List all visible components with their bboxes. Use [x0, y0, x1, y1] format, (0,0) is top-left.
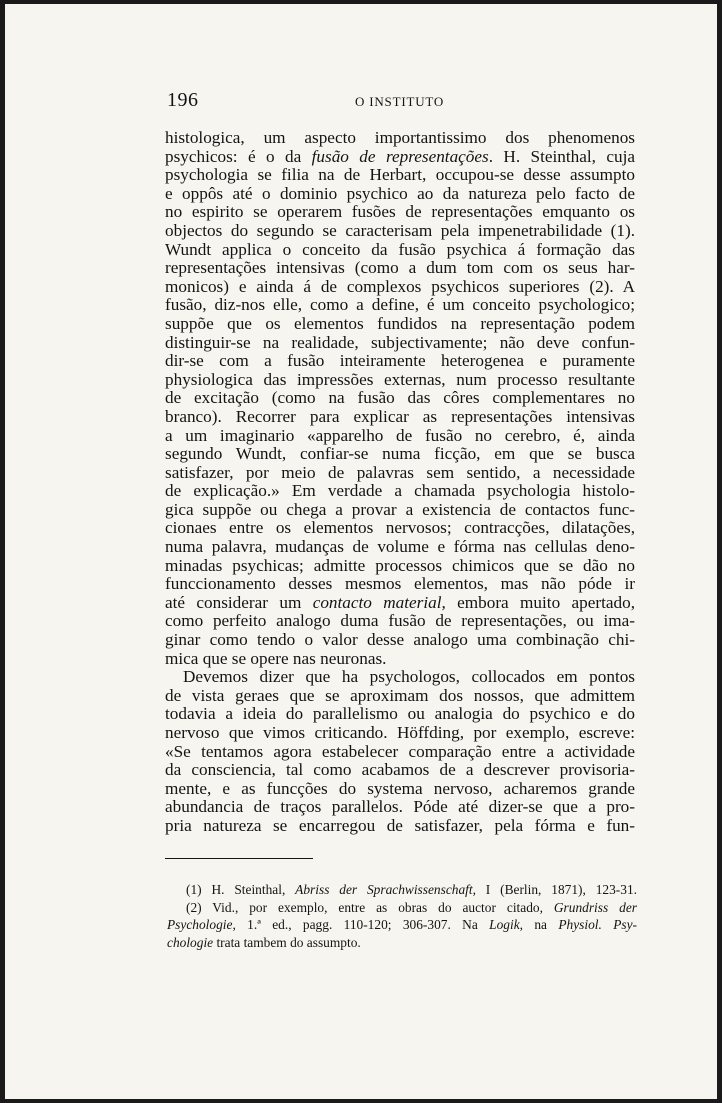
- text-line: abundancia de traços parallelos. Póde até dizer-se que a pro-: [165, 797, 635, 817]
- text-line: suppõe que os elementos fundidos na representação podem: [165, 313, 635, 333]
- footnote-line: (1) H. Steinthal, Abriss der Sprachwissenschaft, I (Berlin, 1871), 123-31.: [186, 882, 637, 897]
- text-line: physiologica das impressões externas, num processo resultante: [165, 369, 635, 389]
- body-text: [165, 129, 635, 836]
- text-line: ginar como tendo o valor desse analogo uma combinação chi-: [165, 630, 635, 650]
- text-line: no espirito se operarem fusões de representações emquanto os: [165, 202, 635, 222]
- text-line: minadas psychicas; admitte processos chimicos que se dão no: [165, 555, 635, 575]
- text-line: histologica, um aspecto importantissimo dos phenomenos: [165, 128, 635, 147]
- footnote-line: (2) Vid., por exemplo, entre as obras do auctor citado, Grundriss der: [186, 899, 637, 915]
- footnotes: [167, 881, 637, 951]
- text-line: psychicos: é o da fusão de representações. H. Steinthal, cuja: [165, 146, 635, 166]
- book-page: [5, 4, 717, 1099]
- text-line: branco). Recorrer para explicar as representações intensivas: [165, 406, 635, 426]
- text-line: Wundt applica o conceito da fusão psychica á formação das: [165, 239, 635, 259]
- text-line: mente, e as funcções do systema nervoso, acharemos grande: [165, 778, 635, 798]
- text-line: todavia a ideia do parallelismo ou analogia do psychico e do: [165, 704, 635, 724]
- text-line: satisfazer, por meio de palavras sem sentido, a necessidade: [165, 462, 635, 482]
- text-line: distinguir-se na realidade, subjectivamente; não deve confun-: [165, 332, 635, 352]
- text-line: pria natureza se encarregou de satisfazer, pela fórma e fun-: [165, 815, 635, 835]
- text-line: como perfeito analogo duma fusão de representações, ou ima-: [165, 611, 635, 631]
- text-line: fusão, diz-nos elle, como a define, é um conceito psychologico;: [165, 295, 635, 315]
- text-line: de vista geraes que se aproximam dos nossos, que admittem: [165, 685, 635, 705]
- text-line: monicos) e ainda á de complexos psychicos superiores (2). A: [165, 276, 635, 296]
- text-line: e oppôs até o dominio psychico ao da natureza pelo facto de: [165, 183, 635, 203]
- running-title: O INSTITUTO: [355, 94, 445, 109]
- page-header: [165, 89, 633, 113]
- text-line: de explicação.» Em verdade a chamada psychologia histolo-: [165, 481, 635, 501]
- text-line: dir-se com a fusão inteiramente heterogenea e puramente: [165, 351, 635, 371]
- text-line: nervoso que vimos criticando. Höffding, por exemplo, escreve:: [165, 723, 635, 742]
- text-line: de excitação (como na fusão das côres complementares no: [165, 388, 635, 408]
- text-line: até considerar um contacto material, embora muito apertado,: [165, 592, 635, 612]
- text-line: objectos do segundo se caracterisam pela impenetrabilidade (1).: [165, 220, 635, 240]
- text-line: «Se tentamos agora estabelecer comparação entre a actividade: [165, 741, 635, 761]
- text-line: psychologia se filia na de Herbart, occupou-se desse assumpto: [165, 165, 635, 185]
- footnote-divider: [165, 858, 313, 859]
- text-line: a um imaginario «apparelho de fusão no cerebro, é, ainda: [165, 425, 635, 445]
- text-line: segundo Wundt, confiar-se numa ficção, em que se busca: [165, 444, 635, 464]
- text-line: Devemos dizer que ha psychologos, collocados em pontos: [183, 667, 635, 687]
- footnote-line: chologie trata tambem do assumpto.: [167, 934, 361, 950]
- text-line: cionaes entre os elementos nervosos; contracções, dilatações,: [165, 518, 635, 538]
- footnote-line: Psychologie, 1.ª ed., pagg. 110-120; 306-307. Na Logik, na Physiol. Psy-: [167, 917, 637, 932]
- text-line: mica que se opere nas neuronas.: [165, 648, 387, 668]
- text-line: gica suppõe ou chega a provar a existencia de contactos func-: [165, 499, 635, 519]
- page-number: 196: [167, 89, 199, 111]
- text-line: numa palavra, mudanças de volume e fórma nas cellulas deno-: [165, 537, 635, 557]
- text-line: representações intensivas (como a dum tom com os seus har-: [165, 258, 635, 278]
- text-line: da consciencia, tal como acabamos de a descrever provisoria-: [165, 760, 635, 780]
- text-line: funccionamento desses mesmos elementos, mas não póde ir: [165, 574, 635, 594]
